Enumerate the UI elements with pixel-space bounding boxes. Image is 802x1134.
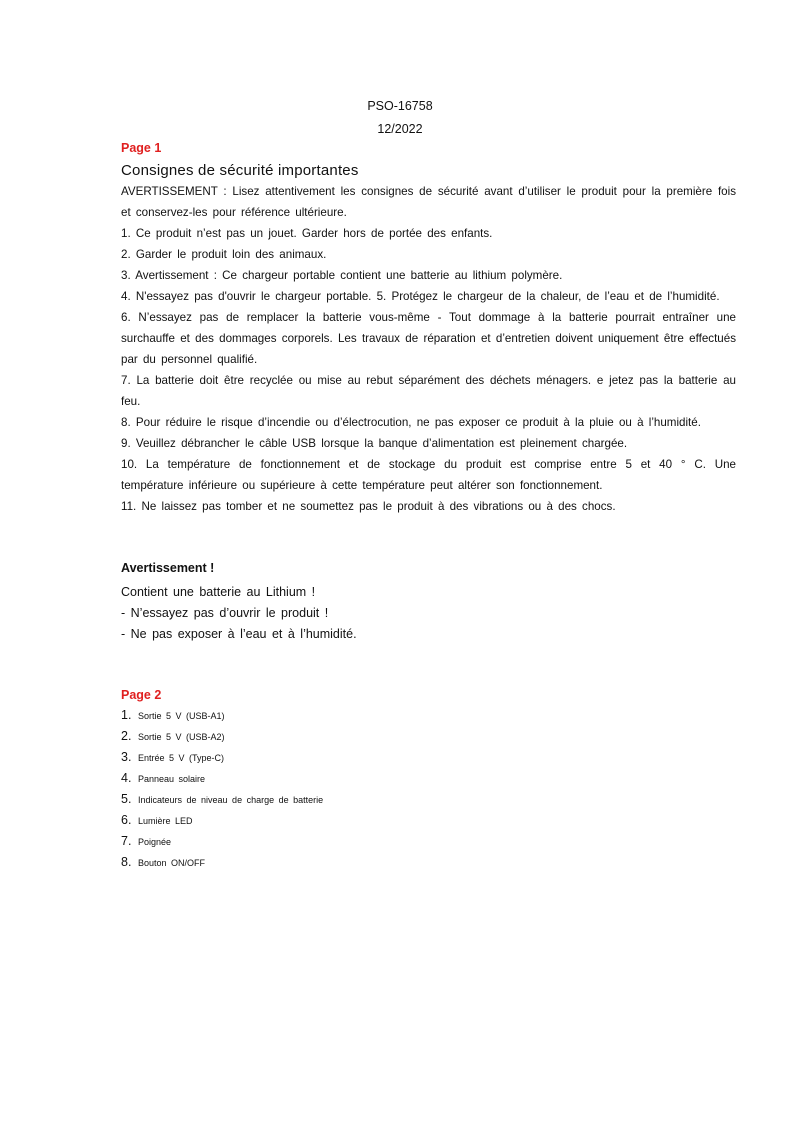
list-item-label: Entrée 5 V (Type-C) xyxy=(138,753,225,763)
document-date xyxy=(0,122,802,136)
document-reference-text: PSO-16758 xyxy=(367,99,433,113)
safety-paragraph-warning: AVERTISSEMENT : Lisez attentivement les consignes de sécurité avant d’utiliser le produit pour la première fois et conservez-les pour référence ultérieure. xyxy=(121,185,736,219)
document-date-text: 12/2022 xyxy=(377,122,423,136)
parts-list xyxy=(121,708,323,876)
warning-line: - Ne pas exposer à l’eau et à l’humidité. xyxy=(121,627,357,641)
warning-title: Avertissement ! xyxy=(121,561,215,575)
list-item-label: Poignée xyxy=(138,837,172,847)
safety-paragraph-10: 10. La température de fonctionnement et de stockage du produit est comprise entre 5 et 40 ° C. Une température inférieure ou supérieure à cette température peut altérer son fonctionnement. xyxy=(121,458,736,492)
safety-paragraph-6: 6. N’essayez pas de remplacer la batterie vous-même - Tout dommage à la batterie pourrait entraîner une surchauffe et des dommages corporels. Les travaux de réparation et d’entretien doivent uniquement être effectués par du personnel qualifié. xyxy=(121,311,736,366)
list-item-label: Sortie 5 V (USB-A1) xyxy=(138,711,225,721)
list-item xyxy=(121,729,323,750)
list-item-label: Panneau solaire xyxy=(138,774,206,784)
safety-paragraph-4-5: 4. N'essayez pas d'ouvrir le chargeur portable. 5. Protégez le chargeur de la chaleur, de l’eau et de l’humidité. xyxy=(121,290,720,303)
list-item xyxy=(121,792,323,813)
safety-instructions xyxy=(121,181,736,517)
safety-paragraph-8: 8. Pour réduire le risque d’incendie ou d’électrocution, ne pas exposer ce produit à la pluie ou à l’humidité. xyxy=(121,416,701,429)
safety-paragraph-7: 7. La batterie doit être recyclée ou mise au rebut séparément des déchets ménagers. e jetez pas la batterie au feu. xyxy=(121,374,736,408)
list-item xyxy=(121,855,323,876)
list-item-number: 6. xyxy=(121,813,132,827)
list-item-label: Bouton ON/OFF xyxy=(138,858,206,868)
page1-heading: Page 1 xyxy=(121,141,162,155)
list-item xyxy=(121,771,323,792)
safety-paragraph-1: 1. Ce produit n’est pas un jouet. Garder hors de portée des enfants. xyxy=(121,227,493,240)
list-item-number: 2. xyxy=(121,729,132,743)
list-item-label: Indicateurs de niveau de charge de batterie xyxy=(138,795,324,805)
warning-lines xyxy=(121,582,357,645)
safety-paragraph-2: 2. Garder le produit loin des animaux. xyxy=(121,248,327,261)
safety-title: Consignes de sécurité importantes xyxy=(121,162,359,179)
warning-line: - N’essayez pas d’ouvrir le produit ! xyxy=(121,606,329,620)
list-item-number: 8. xyxy=(121,855,132,869)
document-reference xyxy=(0,99,802,113)
safety-paragraph-9: 9. Veuillez débrancher le câble USB lorsque la banque d’alimentation est pleinement chargée. xyxy=(121,437,628,450)
list-item-number: 7. xyxy=(121,834,132,848)
list-item-number: 4. xyxy=(121,771,132,785)
page2-heading: Page 2 xyxy=(121,688,162,702)
safety-paragraph-11: 11. Ne laissez pas tomber et ne soumettez pas le produit à des vibrations ou à des chocs. xyxy=(121,500,616,513)
list-item-number: 3. xyxy=(121,750,132,764)
list-item xyxy=(121,750,323,771)
list-item-number: 5. xyxy=(121,792,132,806)
warning-line: Contient une batterie au Lithium ! xyxy=(121,585,316,599)
list-item xyxy=(121,813,323,834)
list-item-number: 1. xyxy=(121,708,132,722)
safety-paragraph-3: 3. Avertissement : Ce chargeur portable contient une batterie au lithium polymère. xyxy=(121,269,563,282)
list-item xyxy=(121,708,323,729)
list-item-label: Sortie 5 V (USB-A2) xyxy=(138,732,225,742)
list-item xyxy=(121,834,323,855)
list-item-label: Lumière LED xyxy=(138,816,193,826)
